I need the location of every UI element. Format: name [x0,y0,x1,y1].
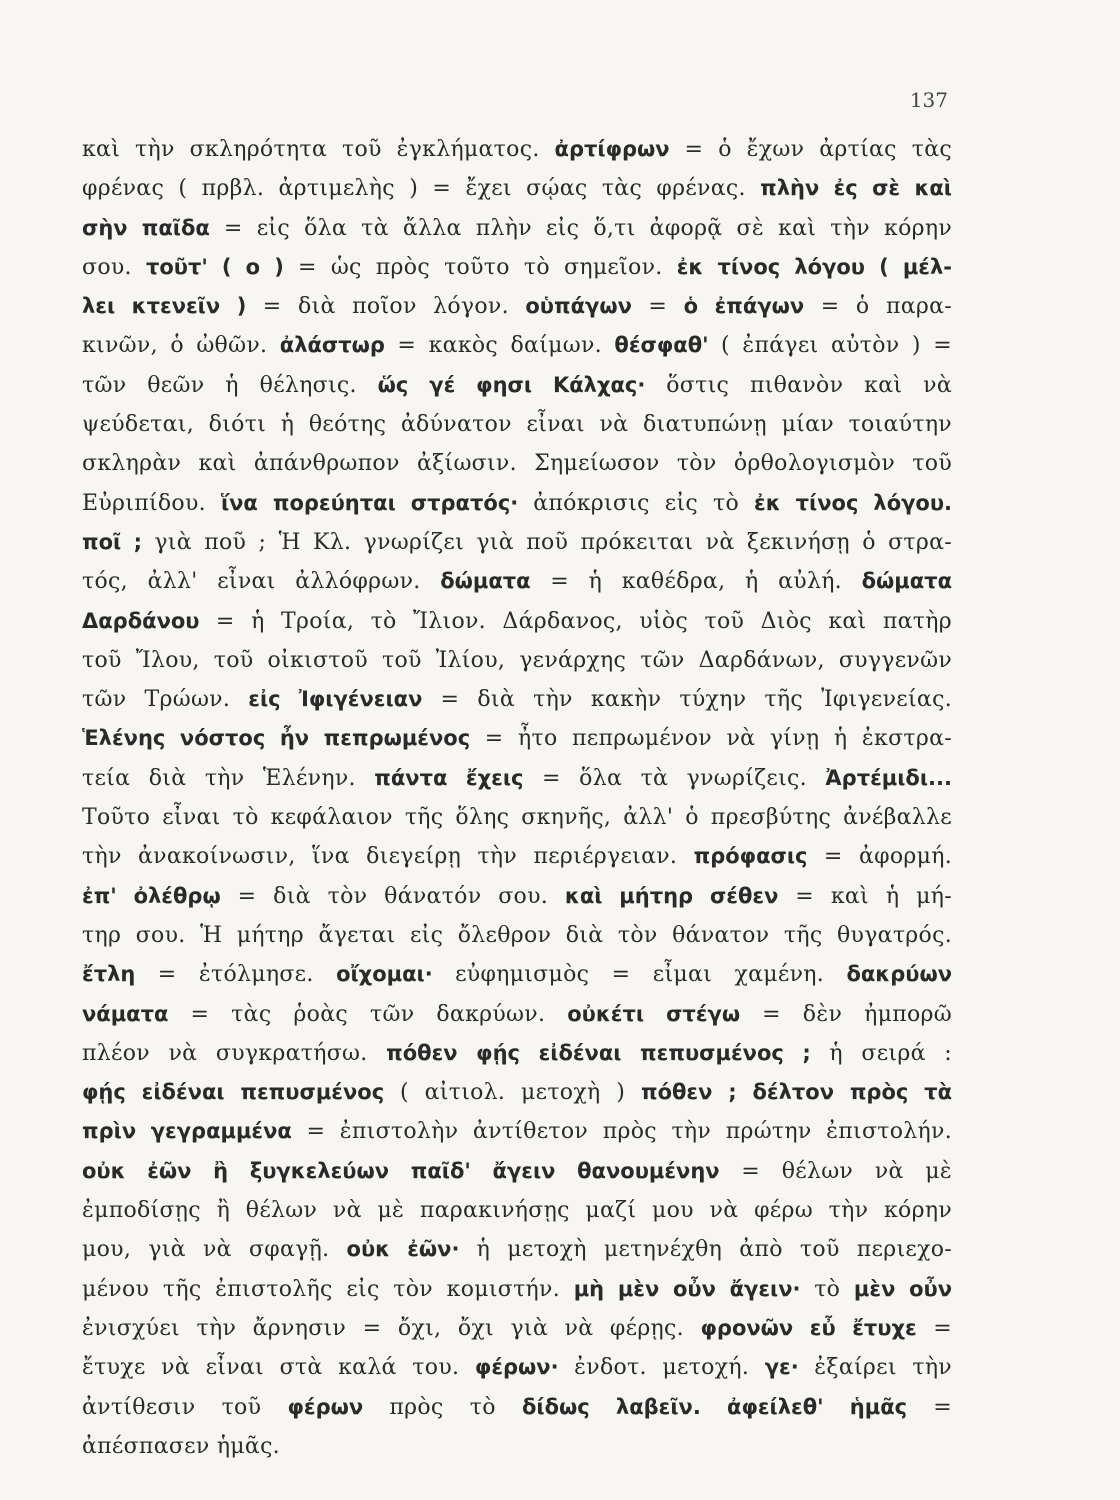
lemma: οὐκ ἐῶν· [346,1237,460,1262]
gloss: ὅστις πιθανὸν καὶ νὰ [645,372,952,398]
gloss: τὸ [800,1276,854,1302]
gloss: Εὐριπίδου. [82,490,221,516]
gloss: εὐφημισμὸς = εἶμαι χαμένη. [432,962,847,988]
gloss: = ἡ Τροία, τὸ Ἴλιον. Δάρδανος, υἱὸς τοῦ Διὸς καὶ πατὴρ [199,608,952,634]
lemma: δώματα [440,569,531,594]
gloss: μου, γιὰ νὰ σφαγῇ. [82,1237,347,1263]
gloss: ἡ μετοχὴ μετηνέχθη ἀπὸ τοῦ περιεχο- [459,1237,952,1263]
gloss: ἀντίθεσιν τοῦ [82,1394,288,1420]
lemma: Ἀρτέμιδι... [825,765,952,790]
lemma: ὁ ἐπάγων [683,294,805,319]
gloss: τός, ἀλλ' εἶναι ἀλλόφρων. [82,569,441,595]
text-line [82,562,952,601]
lemma: Δαρδάνου [82,608,200,633]
lemma: φέρων [287,1394,364,1419]
gloss: = θέλων νὰ μὲ [719,1158,952,1184]
lemma: πλὴν ἐς σὲ καὶ [760,176,952,201]
lemma: οἴχομαι· [336,962,433,987]
text-line [82,444,952,483]
lemma: πρὶν γεγραμμένα [82,1119,292,1144]
gloss: = ἐπιστολὴν ἀντίθετον πρὸς τὴν πρώτην ἐπιστολήν. [291,1119,952,1145]
gloss: ἔτυχε νὰ εἶναι στὰ καλά του. [82,1355,475,1381]
text-line [82,484,952,523]
gloss: πρὸς τὸ [363,1394,522,1420]
gloss: ( αἰτιολ. μετοχὴ ) [384,1080,641,1106]
gloss: Τοῦτο εἶναι τὸ κεφάλαιον τῆς ὅλης σκηνῆς, ἀλλ' ὁ πρεσβύτης ἀνέβαλλε [82,805,952,831]
text-line [82,1309,952,1348]
lemma: λει κτενεῖν ) [82,294,247,319]
lemma: νάματα [82,1001,169,1026]
gloss: = τὰς ῥοὰς τῶν δακρύων. [168,1001,568,1027]
text-line [82,798,952,837]
gloss: φρένας ( πρβλ. ἀρτιμελὴς ) = ἔχει σῴας τὰς φρένας. [82,176,761,202]
text-line [82,916,952,955]
lemma: σὴν παῖδα [82,215,210,240]
text-line [82,837,952,876]
lemma: οὑπάγων [525,294,632,319]
gloss: τεία διὰ τὴν Ἑλένην. [82,765,375,791]
gloss: = εἰς ὅλα τὰ ἄλλα πλὴν εἰς ὅ,τι ἀφορᾷ σὲ καὶ τὴν κόρην [209,215,952,241]
gloss: = [631,294,684,320]
lemma: ἐκ τίνος λόγου ( μέλ- [676,254,952,279]
lemma: δακρύων [846,962,952,987]
text-line [82,1427,952,1466]
lemma: ποῖ ; [82,529,142,554]
text-line [82,1073,952,1112]
gloss: = καὶ ἡ μή- [778,883,952,909]
text-line [82,719,952,758]
gloss: = ἦτο πεπρωμένον νὰ γίνῃ ἡ ἐκστρα- [470,726,952,752]
gloss: κινῶν, ὁ ὠθῶν. [82,333,280,359]
text-line [82,759,952,798]
lemma: ἵνα πορεύηται στρατός· [220,490,519,515]
gloss: ἐνισχύει τὴν ἄρνησιν = ὄχι, ὄχι γιὰ νὰ φέρῃς. [82,1315,701,1341]
gloss: μένου τῆς ἐπιστολῆς εἰς τὸν κομιστήν. [82,1276,574,1302]
gloss: = ὁ ἔχων ἀρτίας τὰς [669,137,952,162]
text-line [82,1112,952,1151]
gloss: = ἀφορμή. [807,844,952,870]
gloss [701,1395,727,1420]
text-line [82,955,952,994]
gloss: = ἡ καθέδρα, ἡ αὐλή. [530,569,862,595]
lemma: τοῦτ' ( ο ) [145,254,284,279]
text-line [82,169,952,208]
lemma: γε· [764,1355,799,1380]
gloss: καὶ τὴν σκληρότητα τοῦ ἐγκλήματος. [82,137,555,162]
gloss: = ὁ παρα- [804,294,952,320]
gloss: πλέον νὰ συγκρατήσω. [82,1040,387,1066]
gloss: ἐξαίρει τὴν [798,1355,952,1381]
lemma: ἀλάστωρ [279,333,385,358]
text-line [82,130,952,169]
gloss: σκληρὰν καὶ ἀπάνθρωπον ἀξίωσιν. Σημείωσον τὸν ὀρθολογισμὸν τοῦ [82,451,952,477]
text-line [82,523,952,562]
gloss: τοῦ Ἴλου, τοῦ οἰκιστοῦ τοῦ Ἰλίου, γενάρχης τῶν Δαρδάνων, συγγενῶν [82,647,952,673]
lemma: ἔτλη [82,962,136,987]
lemma: πόθεν φῄς εἰδέναι πεπυσμένος ; [386,1040,811,1065]
lemma: δώματα [861,569,952,594]
lemma: φῄς εἰδέναι πεπυσμένος [82,1080,385,1105]
lemma: φέρων· [474,1355,559,1380]
lemma: πάντα ἔχεις [374,765,524,790]
text-line [82,326,952,365]
lemma: Ἑλένης νόστος ἦν πεπρωμένος [82,726,471,751]
gloss: ψεύδεται, διότι ἡ θεότης ἀδύνατον εἶναι νὰ διατυπώνῃ μίαν τοιαύτην [82,412,952,438]
text-line [82,602,952,641]
lemma: ὥς γέ φησι Κάλχας· [377,372,646,397]
lemma: φρονῶν εὖ ἔτυχε [700,1315,917,1340]
lemma: πόθεν ; δέλτον πρὸς τὰ [640,1080,952,1105]
lemma: θέσφαθ' [614,333,709,358]
gloss: τῶν Τρώων. [82,687,249,713]
gloss: σου. [82,254,146,280]
lemma: εἰς Ἰφιγένειαν [248,687,423,712]
lemma: οὐκ ἐῶν ἢ ξυγκελεύων παῖδ' ἄγειν θανουμένην [82,1158,720,1183]
gloss: ἀπόκρισις εἰς τὸ [518,490,755,516]
gloss: γιὰ ποῦ ; Ἡ Κλ. γνωρίζει γιὰ ποῦ πρόκειται νὰ ξεκινήσῃ ὁ στρα- [141,529,952,555]
gloss: = ὅλα τὰ γνωρίζεις. [523,765,826,791]
gloss: ἡ σειρά : [810,1040,952,1066]
text-line [82,1388,952,1427]
text-line [82,1152,952,1191]
text-line [82,1270,952,1309]
text-line [82,248,952,287]
text-line [82,287,952,326]
gloss: ( ἐπάγει αὐτὸν ) = [708,333,952,359]
text-line [82,1191,952,1230]
gloss: τῶν θεῶν ἡ θέλησις. [82,372,378,398]
text-line [82,995,952,1034]
lemma: ἀφείλεθ' ἡμᾶς [727,1394,908,1419]
gloss: τὴν ἀνακοίνωσιν, ἵνα διεγείρῃ τὴν περιέργειαν. [82,844,694,870]
gloss: = [907,1394,952,1420]
text-line [82,680,952,719]
gloss: = δὲν ἠμπορῶ [740,1001,952,1027]
text-line [82,877,952,916]
text-line [82,1348,952,1387]
gloss: τηρ σου. Ἡ μήτηρ ἄγεται εἰς ὄλεθρον διὰ τὸν θάνατον τῆς θυγατρός. [82,922,952,948]
lemma: μὲν οὖν [853,1276,952,1301]
gloss: = κακὸς δαίμων. [384,333,615,359]
lemma: πρόφασις [693,844,808,869]
page-number: 137 [909,88,948,112]
lemma: καὶ μήτηρ σέθεν [564,883,779,908]
gloss: ἀπέσπασεν ἡμᾶς. [82,1433,280,1459]
gloss: = διὰ ποῖον λόγον. [246,294,526,320]
lemma: ἐκ τίνος λόγου. [754,490,952,515]
lemma: μὴ μὲν οὖν ἄγειν· [573,1276,801,1301]
gloss: = ἐτόλμησε. [135,962,337,988]
text-line [82,1230,952,1269]
gloss: ἐμποδίσῃς ἢ θέλων νὰ μὲ παρακινήσῃς μαζί μου νὰ φέρω τὴν κόρην [82,1198,952,1224]
lemma: ἀρτίφρων [554,137,670,161]
lemma: ἐπ' ὀλέθρῳ [82,883,221,908]
text-line [82,366,952,405]
commentary-text [82,130,952,1466]
text-line [82,641,952,680]
text-line [82,1034,952,1073]
lemma: οὐκέτι στέγω [567,1001,741,1026]
gloss: ἐνδοτ. μετοχή. [558,1355,765,1381]
text-line [82,405,952,444]
gloss: = διὰ τὴν κακὴν τύχην τῆς Ἰφιγενείας. [422,687,952,713]
lemma: δίδως λαβεῖν. [521,1394,701,1419]
gloss: = διὰ τὸν θάνατόν σου. [220,883,565,909]
text-line [82,209,952,248]
gloss: = ὡς πρὸς τοῦτο τὸ σημεῖον. [283,254,677,280]
gloss: = [916,1315,952,1341]
